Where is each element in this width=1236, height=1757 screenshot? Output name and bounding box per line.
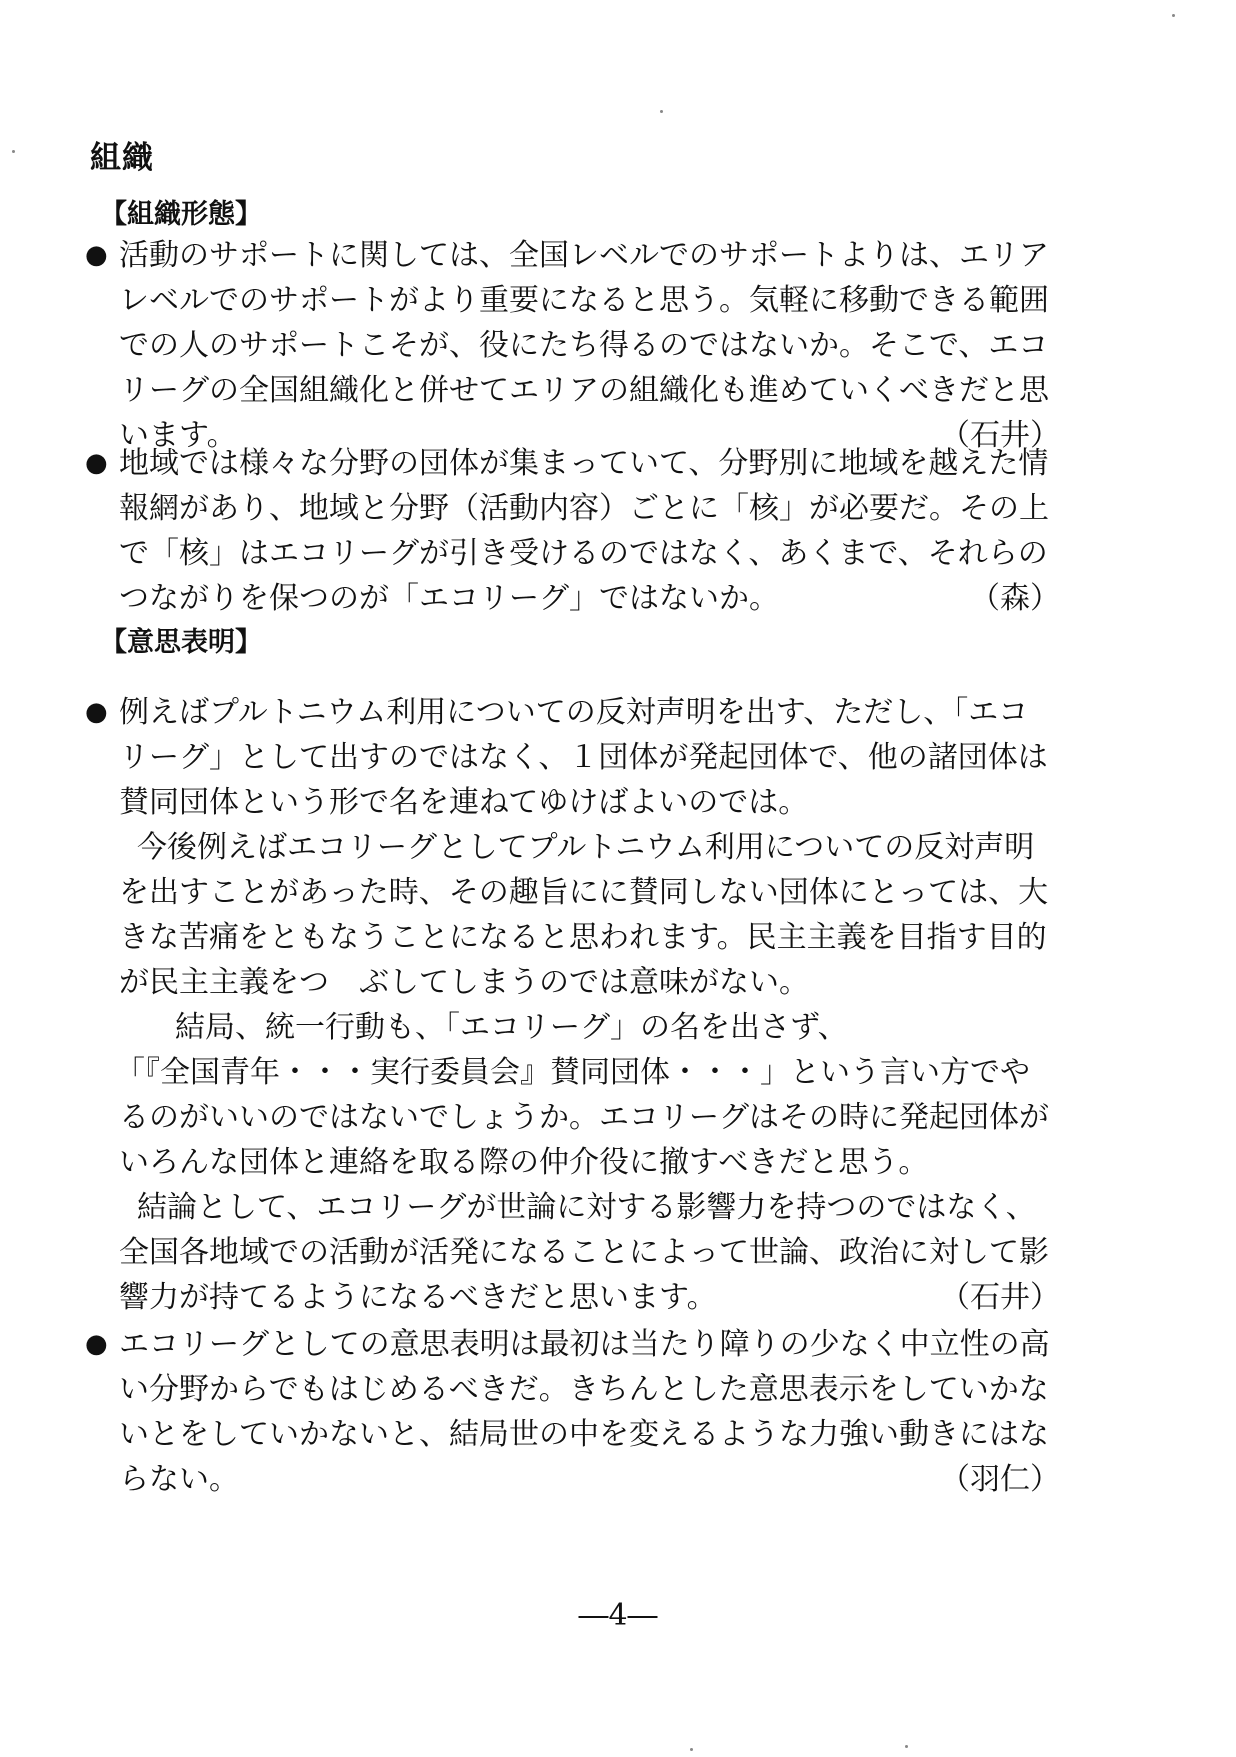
text-line: 「『全国青年・・・実行委員会』賛同団体・・・」という言い方でや [115,1055,1030,1090]
paragraph-hani [85,1322,1085,1502]
text-line: らない。 [119,1462,239,1497]
scan-speck [660,110,663,113]
text-line: リーグ」として出すのではなく、１団体が発起団体で、他の諸団体は [119,740,1048,775]
attribution: （羽仁） [940,1462,1060,1497]
page-number: ―4― [578,1598,658,1633]
attribution: （森） [970,581,1060,616]
page-heading: 組織 [90,140,154,176]
bullet-icon: ● [85,697,108,727]
text-line: リーグの全国組織化と併せてエリアの組織化も進めていくべきだと思 [119,373,1049,408]
text-line: 賛同団体という形で名を連ねてゆけばよいのでは。 [119,785,809,820]
bullet-icon: ● [85,1329,108,1359]
text-line: 報網があり、地域と分野（活動内容）ごとに「核」が必要だ。その上 [119,491,1049,526]
text-line: レベルでのサポートがより重要になると思う。気軽に移動できる範囲 [119,283,1049,318]
scan-speck [690,1748,693,1751]
text-line: 結局、統一行動も、「エコリーグ」の名を出さず、 [175,1010,848,1045]
text-line: います。 [119,418,237,453]
text-line: 結論として、エコリーグが世論に対する影響力を持つのではなく、 [137,1190,1036,1225]
text-line: が民主主義をつ ぶしてしまうのでは意味がない。 [119,965,809,1000]
text-line: つながりを保つのが「エコリーグ」ではないか。 [119,581,779,616]
scan-speck [905,1745,908,1748]
scan-speck [12,150,15,153]
text-line: エコリーグとしての意思表明は最初は当たり障りの少なく中立性の高 [119,1327,1050,1362]
text-line: での人のサポートこそが、役にたち得るのではないか。そこで、エコ [119,328,1049,363]
paragraph-ishii-2 [85,690,1085,1320]
text-line: で「核」はエコリーグが引き受けるのではなく、あくまで、それらの [119,536,1048,571]
text-line: いとをしていかないと、結局世の中を変えるような力強い動きにはな [119,1417,1049,1452]
text-line: るのがいいのではないでしょうか。エコリーグはその時に発起団体が [119,1100,1049,1135]
text-line: を出すことがあった時、その趣旨にに賛同しない団体にとっては、大 [119,875,1049,910]
text-line: きな苦痛をともなうことになると思われます。民主主義を目指す目的 [119,920,1047,955]
text-line: 例えばプルトニウム利用についての反対声明を出す、ただし、「エコ [119,695,1029,730]
paragraph-mori [85,441,1085,621]
bullet-icon: ● [85,240,108,270]
attribution: （石井） [940,1280,1060,1315]
paragraph-ishii-1 [85,233,1085,458]
section-label-organization-form: 【組織形態】 [100,199,262,230]
text-line: 全国各地域での活動が活発になることによって世論、政治に対して影 [119,1235,1049,1270]
attribution: （石井） [940,418,1060,453]
text-line: いろんな団体と連絡を取る際の仲介役に撤すべきだと思う。 [119,1145,929,1180]
text-line: 地域では様々な分野の団体が集まっていて、分野別に地域を越えた情 [119,446,1049,481]
text-line: 今後例えばエコリーグとしてプルトニウム利用についての反対声明 [137,830,1035,865]
text-line: 活動のサポートに関しては、全国レベルでのサポートよりは、エリア [119,238,1049,273]
section-label-expression-of-intent: 【意思表明】 [100,627,262,658]
scan-speck [1172,14,1175,17]
text-line: 響力が持てるようになるべきだと思います。 [119,1280,717,1315]
text-line: い分野からでもはじめるべきだ。きちんとした意思表示をしていかな [119,1372,1049,1407]
bullet-icon: ● [85,448,108,478]
